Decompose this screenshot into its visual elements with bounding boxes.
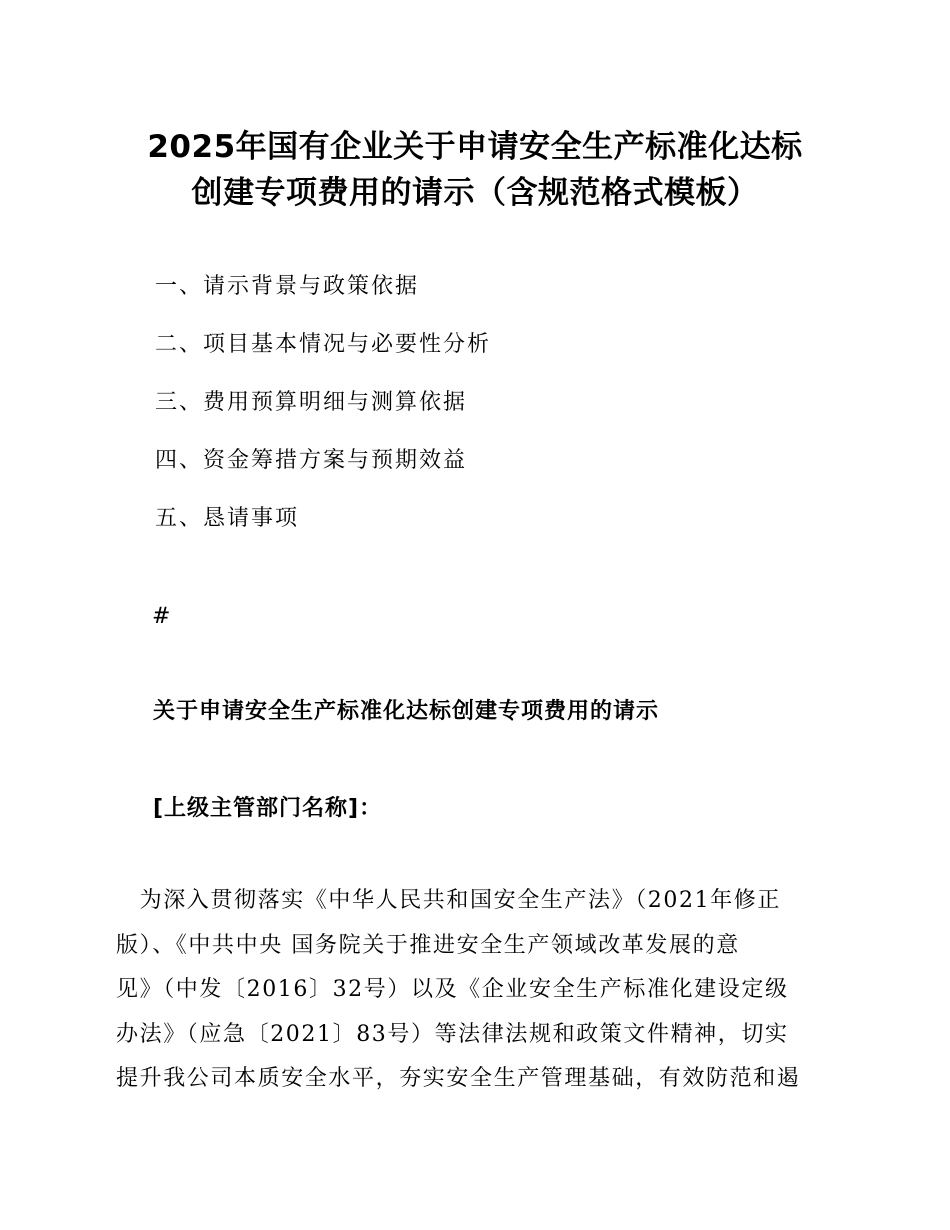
body-paragraph bbox=[116, 884, 846, 1107]
table-of-contents bbox=[155, 270, 491, 560]
body-line-3: 见》（中发〔2016〕32号）以及《企业安全生产标准化建设定级 bbox=[116, 977, 789, 1002]
section-separator: # bbox=[152, 604, 171, 629]
toc-item-5: 五、恳请事项 bbox=[155, 506, 300, 531]
document-title bbox=[60, 124, 890, 216]
toc-item-2: 二、项目基本情况与必要性分析 bbox=[155, 332, 492, 357]
toc-item-3: 三、费用预算明细与测算依据 bbox=[155, 390, 468, 415]
toc-item-4: 四、资金筹措方案与预期效益 bbox=[155, 448, 468, 473]
toc-item-1: 一、请示背景与政策依据 bbox=[155, 274, 420, 299]
document-title-line-1: 2025年国有企业关于申请安全生产标准化达标 bbox=[147, 129, 803, 165]
body-line-1: 为深入贯彻落实《中华人民共和国安全生产法》（2021年修正 bbox=[116, 888, 781, 913]
document-title-line-2: 创建专项费用的请示（含规范格式模板） bbox=[191, 175, 759, 211]
recipient-line: [上级主管部门名称]： bbox=[153, 796, 383, 821]
request-title: 关于申请安全生产标准化达标创建专项费用的请示 bbox=[153, 699, 660, 724]
body-line-2: 版）、《中共中央 国务院关于推进安全生产领域改革发展的意 bbox=[116, 932, 740, 958]
body-line-5: 提升我公司本质安全水平，夯实安全生产管理基础，有效防范和遏 bbox=[116, 1066, 801, 1091]
body-line-4: 办法》（应急〔2021〕83号）等法律法规和政策文件精神，切实 bbox=[116, 1021, 789, 1047]
